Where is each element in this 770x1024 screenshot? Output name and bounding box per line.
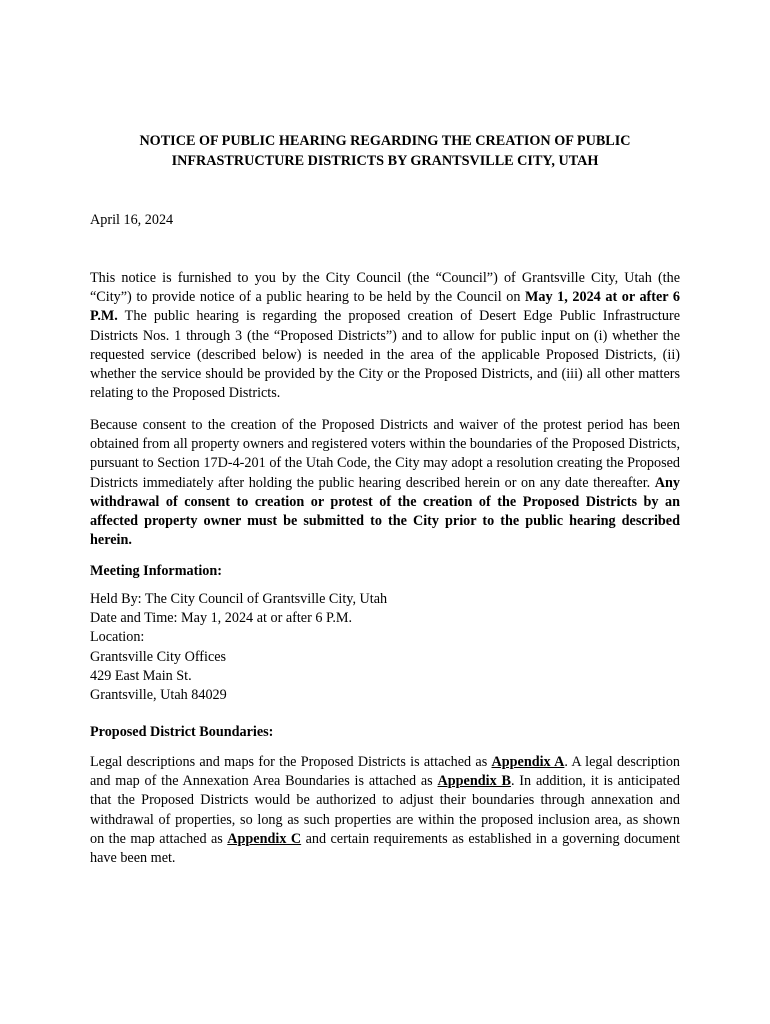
intro-text-b: The public hearing is regarding the proposed creation of Desert Edge Public Infrastructure Districts Nos. 1 through 3 (the “Proposed Districts”) and to allow for public input on (i) whether the requested service (described below) is needed in the area of the applicable Proposed Districts, (ii) whether the service should be provided by the City or the Proposed Districts, and (iii) all other matters relating to the Proposed Districts. <box>90 308 680 402</box>
boundaries-paragraph <box>90 753 680 868</box>
meeting-address-line-1: 429 East Main St. <box>90 667 192 684</box>
meeting-information-heading: Meeting Information: <box>90 563 222 579</box>
meeting-location-label: Location: <box>90 629 145 646</box>
appendix-b-reference: Appendix B <box>437 773 511 790</box>
boundaries-text-a: Legal descriptions and maps for the Proposed Districts is attached as <box>90 754 492 770</box>
title-line-2: INFRASTRUCTURE DISTRICTS BY GRANTSVILLE CITY, UTAH <box>171 153 599 169</box>
meeting-location-name: Grantsville City Offices <box>90 648 227 665</box>
consent-paragraph <box>90 416 680 550</box>
notice-title <box>90 131 680 171</box>
meeting-held-by: Held By: The City Council of Grantsville City, Utah <box>90 591 388 607</box>
notice-date: April 16, 2024 <box>90 212 174 228</box>
boundaries-heading: Proposed District Boundaries: <box>90 724 274 740</box>
appendix-a-reference: Appendix A <box>491 754 565 770</box>
intro-paragraph <box>90 269 680 403</box>
intro-text-a: This notice is furnished to you by the City Council (the “Council”) of Grantsville City, Utah (the “City”) to provide notice of a public hearing to be held by the Council on <box>90 270 680 306</box>
consent-text: Because consent to the creation of the Proposed Districts and waiver of the protest period has been obtained from all property owners and registered voters within the boundaries of the Proposed Districts, pursuant to Section 17D-4-201 of the Utah Code, the City may adopt a resolution creating the Proposed Districts immediately after holding the public hearing described herein or on any date thereafter. <box>90 417 680 491</box>
boundaries-text-c: . In addition, it is anticipated that the Proposed Districts would be authorized to adjust their boundaries through annexation and withdrawal of properties, so long as such properties are within the proposed inclusion area, as shown on the map attached as <box>90 773 680 847</box>
meeting-date-time: Date and Time: May 1, 2024 at or after 6 P.M. <box>90 610 353 627</box>
title-line-1: NOTICE OF PUBLIC HEARING REGARDING THE CREATION OF PUBLIC <box>139 133 631 149</box>
boundaries-text-b: . A legal description and map of the Annexation Area Boundaries is attached as <box>90 754 681 790</box>
hearing-date-emphasis: May 1, 2024 at or after 6 P.M. <box>90 289 680 325</box>
appendix-c-reference: Appendix C <box>227 830 302 847</box>
boundaries-text-d: and certain requirements as established in a governing document have been met. <box>90 830 680 867</box>
meeting-address-line-2: Grantsville, Utah 84029 <box>90 687 227 704</box>
meeting-details <box>90 590 387 705</box>
withdrawal-notice-emphasis: Any withdrawal of consent to creation or protest of the creation of the Proposed Districts by an affected property owner must be submitted to the City prior to the public hearing described herein. <box>90 474 680 549</box>
